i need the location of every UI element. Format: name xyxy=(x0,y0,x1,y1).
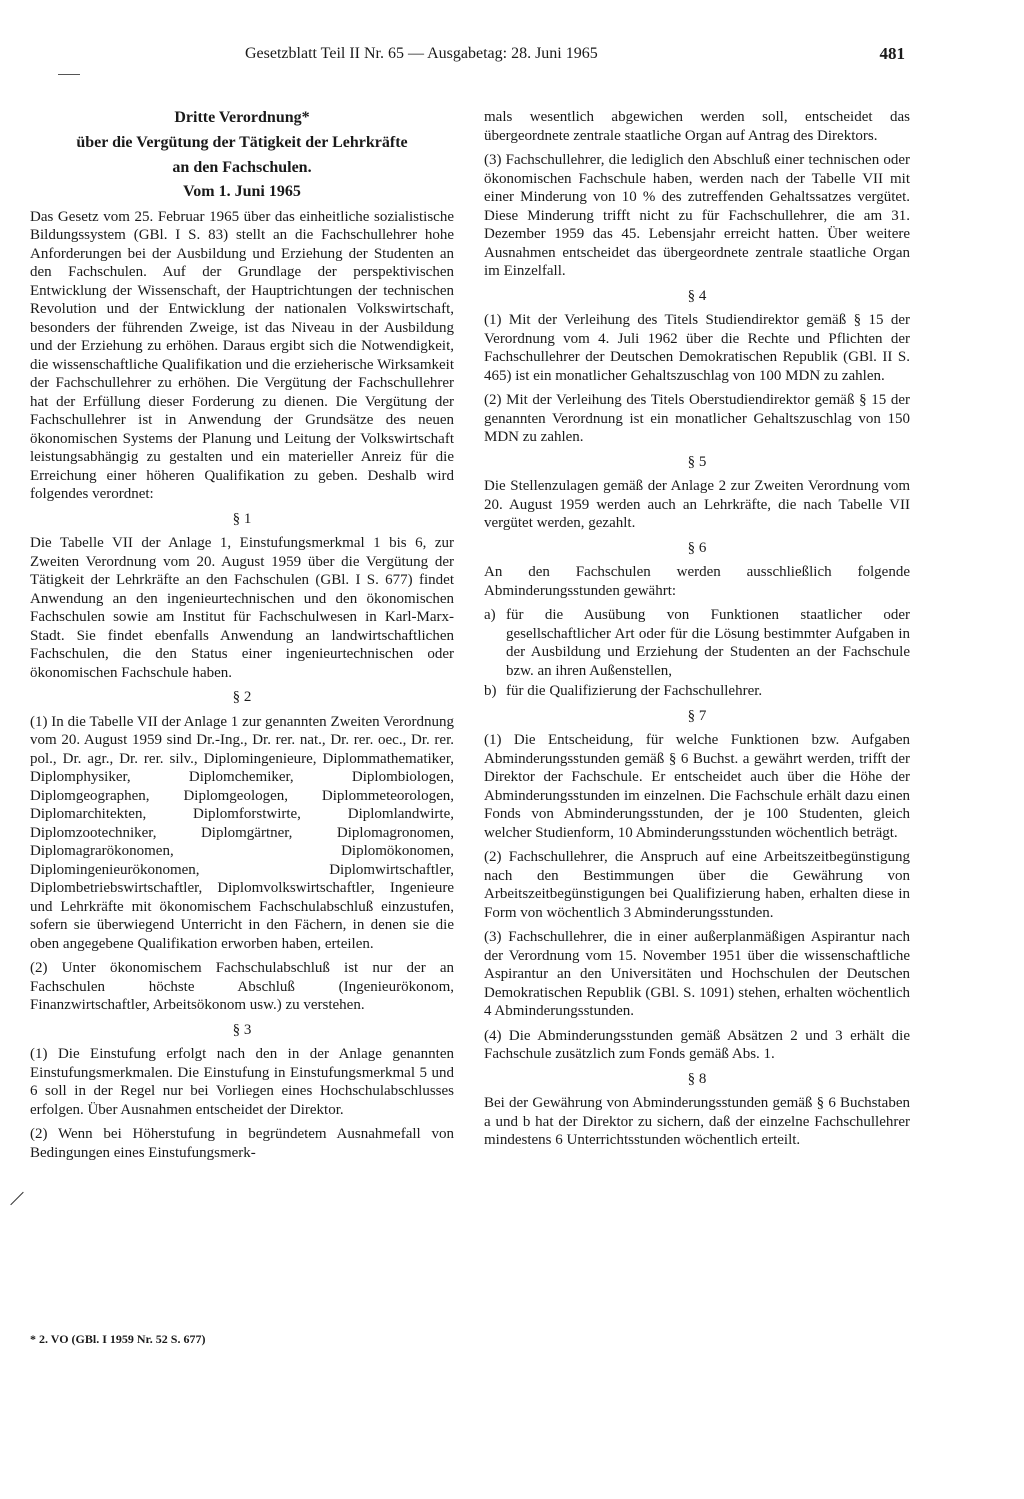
ordinance-date: Vom 1. Juni 1965 xyxy=(183,183,301,200)
gazette-title: Gesetzblatt Teil II Nr. 65 — Ausgabetag: 28. Juni 1965 xyxy=(245,45,598,62)
left-column xyxy=(30,108,454,1168)
section-2-para-1: (1) In die Tabelle VII der Anlage 1 zur genannten Zweiten Verordnung vom 20. August 1959 sind Dr.-Ing., Dr. rer. nat., Dr. rer. oec., Dr. rer. pol., Dr. agr., Dr. rer. silv., Diplomingenieure, Diplommathematiker, Diplomphysiker, Diplomchemiker, Diplombiologen, Diplomgeographen, Diplomgeologen, Diplommeteorologen, Diplomarchitekten, Diplomforstwirte, Diplomlandwirte, Diplomzootechniker, Diplomgärtner, Diplomagronomen, Diplomagrarökonomen, Diplomökonomen, Diplomingenieurökonomen, Diplomwirtschaftler, Diplombetriebswirtschaftler, Diplomvolkswirtschaftler, Ingenieure und Lehrkräfte mit ökonomischem Fachschulabschluß einzustufen, sofern sie überwiegend Unterricht in den Fächern, in denen sie die oben angegebene Qualifikation erworben haben, erteilen. xyxy=(30,713,454,952)
footnote: * 2. VO (GBl. I 1959 Nr. 52 S. 677) xyxy=(30,1332,206,1346)
margin-mark xyxy=(10,1192,23,1205)
section-7-para-2: (2) Fachschullehrer, die Anspruch auf eine Arbeitszeitbegünstigung nach den Bestimmungen über die Gewährung von Arbeitszeitbegünstigungen bei Qualifizierung haben, erhalten diese in Form von wöchentlich 3 Abminderungsstunden. xyxy=(484,849,910,921)
item-a-letter: a) xyxy=(484,607,496,623)
section-7-para-3: (3) Fachschullehrer, die in einer außerplanmäßigen Aspirantur nach der Verordnung vom 15. November 1951 über die wissenschaftliche Aspirantur an den Universitäten und Hochschulen der Deutschen Demokratischen Republik (GBl. S. 1091) stehen, erhalten wöchentlich 4 Abminderungsstunden. xyxy=(484,929,910,1019)
section-5-label: § 5 xyxy=(687,453,707,470)
item-a-text: für die Ausübung von Funktionen staatlicher oder gesellschaftlicher Art oder für die Lösung bestimmter Aufgaben in der Ausbildung und Erziehung der Studenten an der Fachschule bzw. an ihren Außenstellen, xyxy=(506,607,910,679)
section-4-label: § 4 xyxy=(687,287,707,304)
section-7-para-1: (1) Die Entscheidung, für welche Funktionen bzw. Aufgaben Abminderungsstunden gemäß § 6 Buchst. a gewährt werden, trifft der Direktor der Fachschule. Er entscheidet auch über die Höhe der Abminderungsstunden im einzelnen. Die Fachschule erhält dazu einen Fonds von Abminderungsstunden, der je 100 Studenten, gleich welcher Studienform, 10 Abminderungsstunden wöchentlich beträgt. xyxy=(484,732,910,841)
section-3-para-3: (3) Fachschullehrer, die lediglich den Abschluß einer technischen oder ökonomischen Fachschule haben, werden nach der Tabelle VII mit einer Minderung von 10 % des zutreffenden Gehaltssatzes vergütet. Diese Minderung trifft nicht zu für Fachschullehrer, die am 31. Dezember 1959 das 45. Lebensjahr erreicht hatten. Über weitere Ausnahmen entscheidet das übergeordnete zentrale staatliche Organ im Einzelfall. xyxy=(484,152,910,279)
section-6-intro: An den Fachschulen werden ausschließlich folgende Abminderungsstunden gewährt: xyxy=(484,564,910,599)
section-3-label: § 3 xyxy=(232,1021,252,1038)
section-2-label: § 2 xyxy=(232,689,252,705)
section-6-item-b xyxy=(484,682,910,701)
section-3-para-2: (2) Wenn bei Höherstufung in begründetem Ausnahmefall von Bedingungen eines Einstufungsmerk- xyxy=(30,1126,454,1161)
item-b-text: für die Qualifizierung der Fachschullehrer. xyxy=(506,683,763,699)
section-1-text: Die Tabelle VII der Anlage 1, Einstufungsmerkmal 1 bis 6, zur Zweiten Verordnung vom 20. August 1959 über die Vergütung der Tätigkeit der Lehrkräfte an den Fachschulen (GBl. I S. 677) findet Anwendung an den ingenieurtechnischen und den ökonomischen Fachschulen sowie am Institut für Fachschulwesen in Karl-Marx-Stadt. Sie findet ebenfalls Anwendung an landwirtschaftlichen Fachschulen, die den Status einer ingenieurtechnischen oder ökonomischen Fachschule haben. xyxy=(30,535,454,681)
section-4-para-1: (1) Mit der Verleihung des Titels Studiendirektor gemäß § 15 der Verordnung vom 4. Juli 1962 über die Rechte und Pflichten der Fachschullehrer der Deutschen Demokratischen Republik (GBl. II S. 465) ist ein monatlicher Gehaltszuschlag von 100 MDN zu zahlen. xyxy=(484,312,910,384)
section-2-para-2: (2) Unter ökonomischem Fachschulabschluß ist nur der an Fachschulen höchste Abschluß (Ingenieurökonom, Finanzwirtschaftler, Arbeitsökonom usw.) zu verstehen. xyxy=(30,960,454,1013)
preamble: Das Gesetz vom 25. Februar 1965 über das einheitliche sozialistische Bildungssystem (GBl. I S. 83) stellt an die Fachschullehrer hohe Anforderungen bei der Ausbildung und Erziehung der Studenten an den Fachschulen. Auf der Grundlage der perspektivischen Entwicklung der Wissenschaft, der Hauptrichtungen der technischen Revolution und der Entwicklung der nationalen Volkswirtschaft, besonders der führenden Zweige, ist das Niveau in der Ausbildung und der Erziehung zu erhöhen. Daraus ergibt sich die Notwendigkeit, die wissenschaftliche Qualifikation und die erzieherische Wirksamkeit der Fachschullehrer zu erhöhen. Die Vergütung der Fachschullehrer hat der Erfüllung dieser Forderung zu dienen. Die Vergütung der Fachschullehrer ist in Anwendung der Grundsätze des neuen ökonomischen Systems der Planung und Leitung der Volkswirtschaft leistungsabhängig zu gestalten und ein materieller Anreiz für die Erreichung einer höheren Qualifikation zu geben. Deshalb wird folgendes verordnet: xyxy=(30,208,454,502)
title-line-2: über die Vergütung der Tätigkeit der Lehrkräfte xyxy=(76,134,408,151)
section-6-item-a xyxy=(484,606,910,680)
section-1-label: § 1 xyxy=(232,510,252,527)
section-3-continuation: mals wesentlich abgewichen werden soll, entscheidet das übergeordnete zentrale staatliche Organ auf Antrag des Direktors. xyxy=(484,109,910,144)
section-8-label: § 8 xyxy=(687,1070,707,1087)
page-number: 481 xyxy=(879,44,905,63)
item-b-letter: b) xyxy=(484,683,497,699)
section-4-para-2: (2) Mit der Verleihung des Titels Oberstudiendirektor gemäß § 15 der genannten Verordnung ist ein monatlicher Gehaltszuschlag von 150 MDN zu zahlen. xyxy=(484,392,910,445)
section-5-text: Die Stellenzulagen gemäß der Anlage 2 zur Zweiten Verordnung vom 20. August 1959 werden auch an Lehrkräfte, die nach Tabelle VII vergütet werden, gezahlt. xyxy=(484,478,910,531)
title-line-1: Dritte Verordnung* xyxy=(174,109,310,126)
section-3-para-1: (1) Die Einstufung erfolgt nach den in der Anlage genannten Einstufungsmerkmalen. Die Einstufung in Einstufungsmerkmal 5 und 6 soll in der Regel nur bei Vorliegen eines Hochschulabschlusses erfolgen. Über Ausnahmen entscheidet der Direktor. xyxy=(30,1046,454,1118)
section-7-label: § 7 xyxy=(687,707,707,724)
right-column xyxy=(484,108,910,1156)
section-8-text: Bei der Gewährung von Abminderungsstunden gemäß § 6 Buchstaben a und b hat der Direktor zu sichern, daß der einzelne Fachschullehrer mindestens 6 Unterrichtsstunden wöchentlich erteilt. xyxy=(484,1095,910,1148)
header-rule xyxy=(58,74,80,75)
section-7-para-4: (4) Die Abminderungsstunden gemäß Absätzen 2 und 3 erhält die Fachschule zusätzlich zum Fonds gemäß Abs. 1. xyxy=(484,1027,910,1062)
section-6-label: § 6 xyxy=(687,539,707,556)
title-line-3: an den Fachschulen. xyxy=(172,159,312,176)
